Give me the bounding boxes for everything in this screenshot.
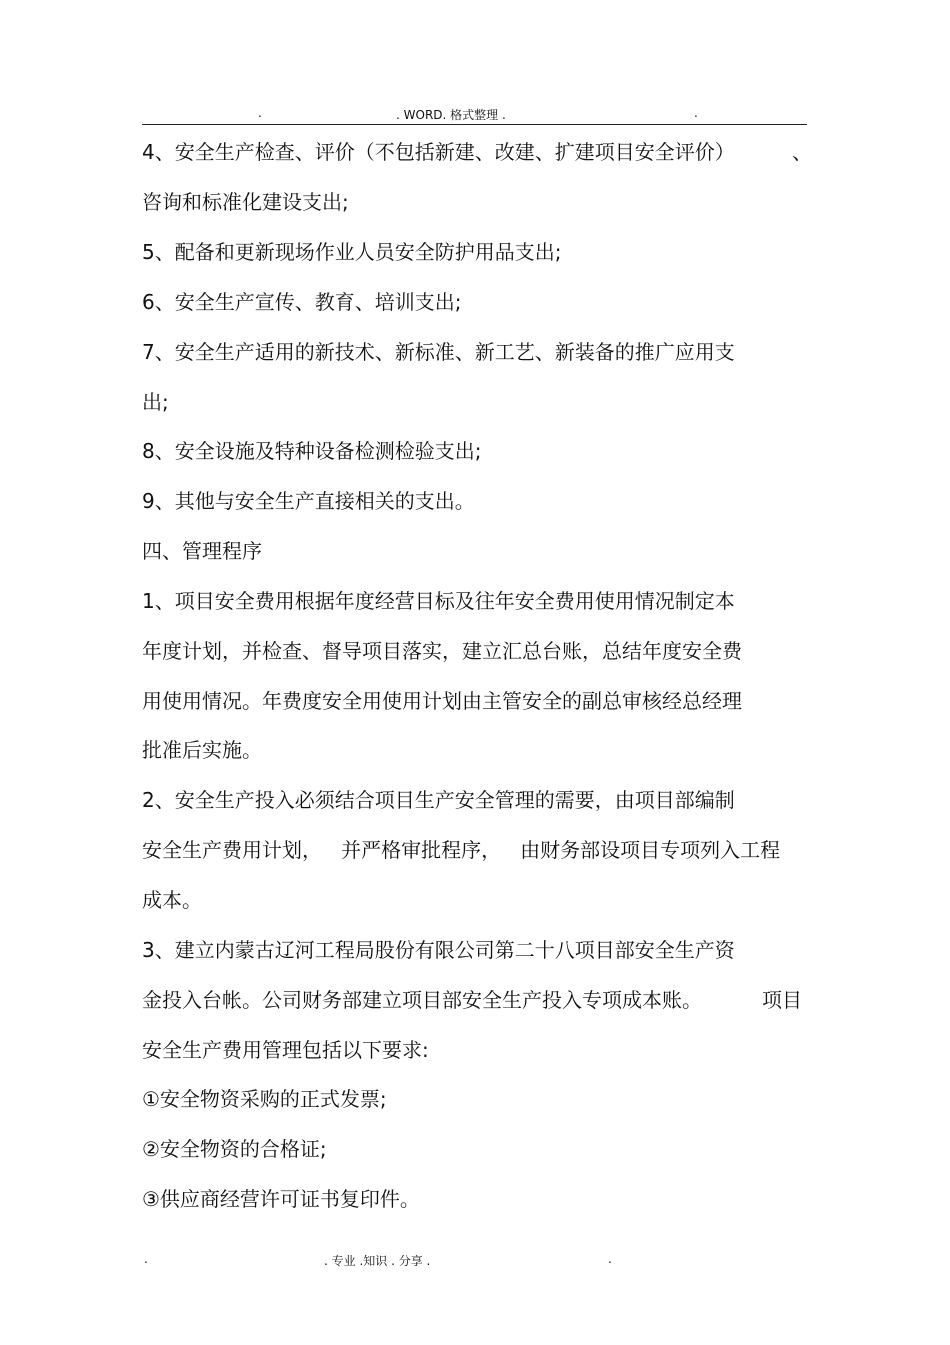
- header-left-dot: .: [258, 106, 262, 120]
- body-line-tail: 项目: [762, 988, 802, 1012]
- body-line: 3、建立内蒙古辽河工程局股份有限公司第二十八项目部安全生产资: [142, 938, 735, 962]
- list-item: ①安全物资采购的正式发票;: [142, 1087, 387, 1111]
- body-line: 4、安全生产检查、评价（不包括新建、改建、扩建项目安全评价）: [142, 140, 735, 164]
- page-header: [142, 104, 807, 125]
- body-line: 用使用情况。年费度安全用使用计划由主管安全的副总审核经总经理: [142, 689, 742, 713]
- body-line: 批准后实施。: [142, 738, 262, 762]
- body-line: 安全生产费用管理包括以下要求:: [142, 1038, 429, 1062]
- body-line: 5、配备和更新现场作业人员安全防护用品支出;: [142, 240, 562, 264]
- body-line: 年度计划，并检查、督导项目落实，建立汇总台账，总结年度安全费: [142, 639, 742, 663]
- body-line: 出;: [142, 390, 169, 414]
- body-line: 8、安全设施及特种设备检测检验支出;: [142, 439, 482, 463]
- body-line: 1、项目安全费用根据年度经营目标及往年安全费用使用情况制定本: [142, 589, 735, 613]
- section-heading: 四、管理程序: [142, 539, 262, 563]
- footer-right-dot: .: [608, 1252, 612, 1266]
- list-item: ②安全物资的合格证;: [142, 1137, 327, 1161]
- footer-text: . 专业 .知识 . 分享 .: [324, 1254, 431, 1268]
- footer-left-dot: .: [144, 1252, 148, 1266]
- body-line: 咨询和标准化建设支出;: [142, 190, 349, 214]
- header-title: . WORD. 格式整理 .: [396, 108, 506, 122]
- body-line: 6、安全生产宣传、教育、培训支出;: [142, 290, 462, 314]
- body-line: 金投入台帐。公司财务部建立项目部安全生产投入专项成本账。: [142, 988, 702, 1012]
- header-right-dot: .: [694, 106, 698, 120]
- body-line: 成本。: [142, 888, 202, 912]
- body-line: 9、其他与安全生产直接相关的支出。: [142, 489, 475, 513]
- body-line: 2、安全生产投入必须结合项目生产安全管理的需要，由项目部编制: [142, 788, 735, 812]
- body-line-tail: 、: [792, 140, 812, 164]
- body-line: 安全生产费用计划， 并严格审批程序， 由财务部设项目专项列入工程: [142, 838, 781, 862]
- list-item: ③供应商经营许可证书复印件。: [142, 1187, 420, 1211]
- body-line: 7、安全生产适用的新技术、新标准、新工艺、新装备的推广应用支: [142, 340, 735, 364]
